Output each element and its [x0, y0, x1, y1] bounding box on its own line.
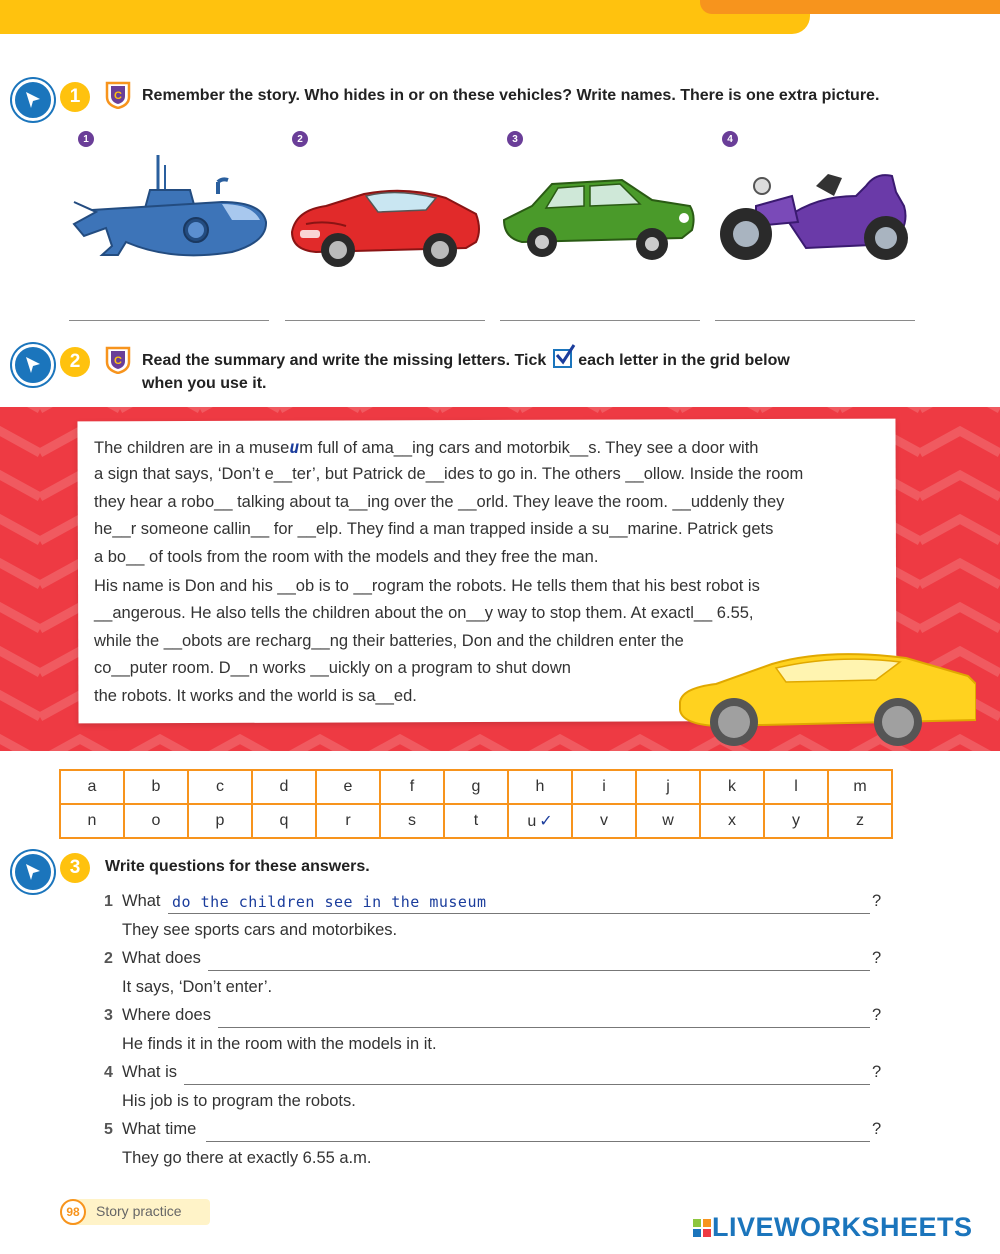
given-answer: He finds it in the room with the models in it.: [122, 1035, 437, 1053]
letter-cell-w[interactable]: [636, 804, 700, 838]
letter-cell-i[interactable]: [572, 770, 636, 804]
letter-label: d: [279, 778, 289, 795]
letter-cell-z[interactable]: [828, 804, 892, 838]
summary-line: The children are in a museum full of ama__ing cars and motorbik__s. They see a door with: [94, 438, 759, 457]
letter-cell-s[interactable]: [380, 804, 444, 838]
chevron-stripe: [360, 739, 440, 751]
letter-cell-b[interactable]: [124, 770, 188, 804]
letter-grid-row: [60, 770, 892, 804]
letter-label: c: [216, 778, 224, 795]
chevron-stripe: [0, 607, 40, 629]
submarine-icon: [72, 150, 270, 262]
letter-label: t: [473, 812, 479, 829]
letter-label: g: [471, 778, 481, 795]
chevron-stripe: [920, 519, 1000, 541]
answer-line[interactable]: [285, 320, 485, 321]
exercise-number: 1: [60, 82, 90, 112]
letter-label: y: [792, 812, 800, 829]
question-mark: ?: [872, 1006, 882, 1024]
letter-label: b: [151, 778, 161, 795]
letter-cell-c[interactable]: [188, 770, 252, 804]
letter-cell-t[interactable]: [444, 804, 508, 838]
letter-label: q: [279, 812, 289, 829]
letter-cell-d[interactable]: [252, 770, 316, 804]
picture-number: 1: [78, 131, 94, 147]
letter-cell-l[interactable]: [764, 770, 828, 804]
chevron-stripe: [40, 407, 120, 409]
top-banner-accent: [700, 0, 1000, 14]
letter-label: o: [151, 812, 161, 829]
chevron-stripe: [200, 407, 280, 409]
chevron-stripe: [0, 519, 40, 541]
picture-number: 2: [292, 131, 308, 147]
question-number: 3: [104, 1007, 113, 1024]
letter-label: z: [856, 812, 864, 829]
chevron-stripe: [0, 431, 40, 453]
letter-label: h: [535, 778, 545, 795]
instruction-line2: when you use it.: [142, 375, 267, 392]
letter-cell-x[interactable]: [700, 804, 764, 838]
summary-line: they hear a robo__ talking about ta__ing over the __orld. They leave the room. __uddenly they: [94, 492, 785, 511]
question-number: 4: [104, 1064, 113, 1081]
chevron-stripe: [440, 739, 520, 751]
question-answer-line[interactable]: [184, 1084, 870, 1085]
letter-cell-j[interactable]: [636, 770, 700, 804]
cursor-arrow-icon: [22, 354, 44, 376]
green-car-icon: [502, 176, 696, 268]
letter-label: n: [87, 812, 97, 829]
critical-thinking-shield-icon: [105, 346, 131, 374]
question-stem: What does: [122, 949, 201, 967]
chevron-stripe: [680, 407, 760, 409]
letter-cell-y[interactable]: [764, 804, 828, 838]
chevron-stripe: [0, 695, 40, 717]
liveworksheets-brand: LIVEWORKSHEETS: [712, 1212, 973, 1242]
letter-label: a: [87, 778, 97, 795]
question-stem: What time: [122, 1120, 197, 1138]
chevron-stripe: [920, 475, 1000, 497]
chevron-stripe: [120, 739, 200, 751]
letter-label: m: [853, 778, 867, 795]
exercise-number: 2: [60, 347, 90, 377]
listen-cursor-button-1[interactable]: [12, 79, 54, 121]
picture-number: 4: [722, 131, 738, 147]
letter-cell-u[interactable]: [508, 804, 572, 838]
question-number: 1: [104, 893, 113, 910]
chevron-stripe: [520, 407, 600, 409]
listen-cursor-button-3[interactable]: [12, 851, 54, 893]
letter-label: e: [343, 778, 353, 795]
letter-cell-m[interactable]: [828, 770, 892, 804]
yellow-car-icon: [676, 650, 976, 746]
letter-label: r: [345, 812, 351, 829]
tick-icon: ✓: [539, 813, 553, 830]
question-mark: ?: [872, 1120, 882, 1138]
letter-label: i: [602, 778, 606, 795]
letter-label: p: [215, 812, 225, 829]
question-stem: What is: [122, 1063, 178, 1081]
question-number: 5: [104, 1121, 113, 1138]
chevron-stripe: [40, 739, 120, 751]
filled-letter[interactable]: u: [289, 438, 300, 457]
svg-text:C: C: [114, 355, 122, 367]
question-fill[interactable]: do the children see in the museum: [172, 893, 487, 911]
letter-cell-f[interactable]: [380, 770, 444, 804]
chevron-stripe: [0, 407, 40, 409]
chevron-stripe: [0, 739, 40, 751]
letter-cell-p[interactable]: [188, 804, 252, 838]
exercise-number: 3: [60, 853, 90, 883]
chevron-stripe: [920, 607, 1000, 629]
chevron-stripe: [0, 563, 40, 585]
letter-grid: [59, 769, 893, 839]
chevron-stripe: [440, 407, 520, 409]
question-stem: What: [122, 892, 161, 910]
question-mark: ?: [872, 1063, 882, 1081]
summary-line: His name is Don and his __ob is to __rogram the robots. He tells them that his best robot is: [94, 576, 760, 595]
letter-cell-e[interactable]: [316, 770, 380, 804]
chevron-stripe: [920, 563, 1000, 585]
letter-label: u: [527, 813, 537, 830]
liveworksheets-logo: [692, 1212, 973, 1243]
given-answer: They see sports cars and motorbikes.: [122, 921, 398, 939]
chevron-stripe: [600, 407, 680, 409]
cursor-arrow-icon: [22, 89, 44, 111]
summary-line: a sign that says, ‘Don’t e__ter’, but Patrick de__ides to go in. The others __ollow. Inside the room: [94, 465, 804, 484]
critical-thinking-shield-icon: [105, 81, 131, 109]
letter-label: x: [728, 812, 736, 829]
question-mark: ?: [872, 892, 882, 910]
letter-cell-g[interactable]: [444, 770, 508, 804]
summary-line: __angerous. He also tells the children about the on__y way to stop them. At exactl__ 6.55,: [94, 604, 754, 623]
letter-cell-h[interactable]: [508, 770, 572, 804]
tick-box-icon: [553, 349, 572, 368]
page-number: 98: [60, 1199, 86, 1225]
listen-cursor-button-2[interactable]: [12, 344, 54, 386]
chevron-stripe: [760, 407, 840, 409]
letter-cell-r[interactable]: [316, 804, 380, 838]
letter-cell-q[interactable]: [252, 804, 316, 838]
chevron-stripe: [200, 739, 280, 751]
summary-line: he__r someone callin__ for __elp. They find a man trapped inside a su__marine. Patrick gets: [94, 520, 774, 539]
letter-cell-k[interactable]: [700, 770, 764, 804]
letter-cell-a[interactable]: [60, 770, 124, 804]
letter-cell-v[interactable]: [572, 804, 636, 838]
chevron-stripe: [0, 651, 40, 673]
question-number: 2: [104, 950, 113, 967]
summary-line: a bo__ of tools from the room with the models and they free the man.: [94, 547, 599, 566]
summary-line: the robots. It works and the world is sa__ed.: [94, 686, 417, 705]
picture-number: 3: [507, 131, 523, 147]
question-stem: Where does: [122, 1006, 211, 1024]
top-banner: [0, 0, 810, 34]
instruction-part1: Read the summary and write the missing letters. Tick: [142, 352, 547, 369]
chevron-stripe: [280, 407, 360, 409]
svg-text:C: C: [114, 90, 122, 102]
letter-label: k: [728, 778, 736, 795]
letter-label: v: [600, 812, 608, 829]
letter-label: w: [662, 812, 674, 829]
exercise-instruction: [142, 349, 790, 395]
summary-line: while the __obots are recharg__ng their batteries, Don and the children enter the: [94, 631, 684, 650]
chevron-stripe: [520, 739, 600, 751]
question-answer-line[interactable]: [218, 1027, 870, 1028]
instruction-part2: each letter in the grid below: [578, 352, 790, 369]
given-answer: His job is to program the robots.: [122, 1092, 356, 1110]
chevron-stripe: [600, 739, 680, 751]
answer-line[interactable]: [69, 320, 269, 321]
chevron-stripe: [920, 407, 1000, 409]
given-answer: They go there at exactly 6.55 a.m.: [122, 1149, 372, 1167]
red-sports-car-icon: [286, 180, 484, 270]
letter-label: f: [409, 778, 415, 795]
letter-label: j: [666, 778, 670, 795]
chevron-stripe: [0, 475, 40, 497]
cursor-arrow-icon: [22, 861, 44, 883]
liveworksheets-logo-icon: [692, 1218, 712, 1238]
question-answer-line[interactable]: [206, 1141, 870, 1142]
given-answer: It says, ‘Don’t enter’.: [122, 978, 273, 996]
question-answer-line[interactable]: [208, 970, 870, 971]
letter-cell-o[interactable]: [124, 804, 188, 838]
answer-line[interactable]: [500, 320, 700, 321]
chevron-stripe: [840, 407, 920, 409]
answer-line[interactable]: [715, 320, 915, 321]
chevron-stripe: [120, 407, 200, 409]
question-answer-line[interactable]: [168, 913, 870, 914]
chevron-stripe: [280, 739, 360, 751]
summary-line: co__puter room. D__n works __uickly on a program to shut down: [94, 659, 571, 678]
letter-cell-n[interactable]: [60, 804, 124, 838]
letter-grid-row: [60, 804, 892, 838]
question-mark: ?: [872, 949, 882, 967]
page-label: Story practice: [96, 1203, 182, 1219]
letter-label: s: [408, 812, 416, 829]
chevron-stripe: [920, 431, 1000, 453]
exercise-instruction: Write questions for these answers.: [105, 858, 370, 875]
exercise-instruction: Remember the story. Who hides in or on these vehicles? Write names. There is one extra picture.: [142, 87, 880, 104]
chevron-stripe: [360, 407, 440, 409]
motorbike-sidecar-icon: [716, 166, 912, 270]
letter-label: l: [794, 778, 798, 795]
